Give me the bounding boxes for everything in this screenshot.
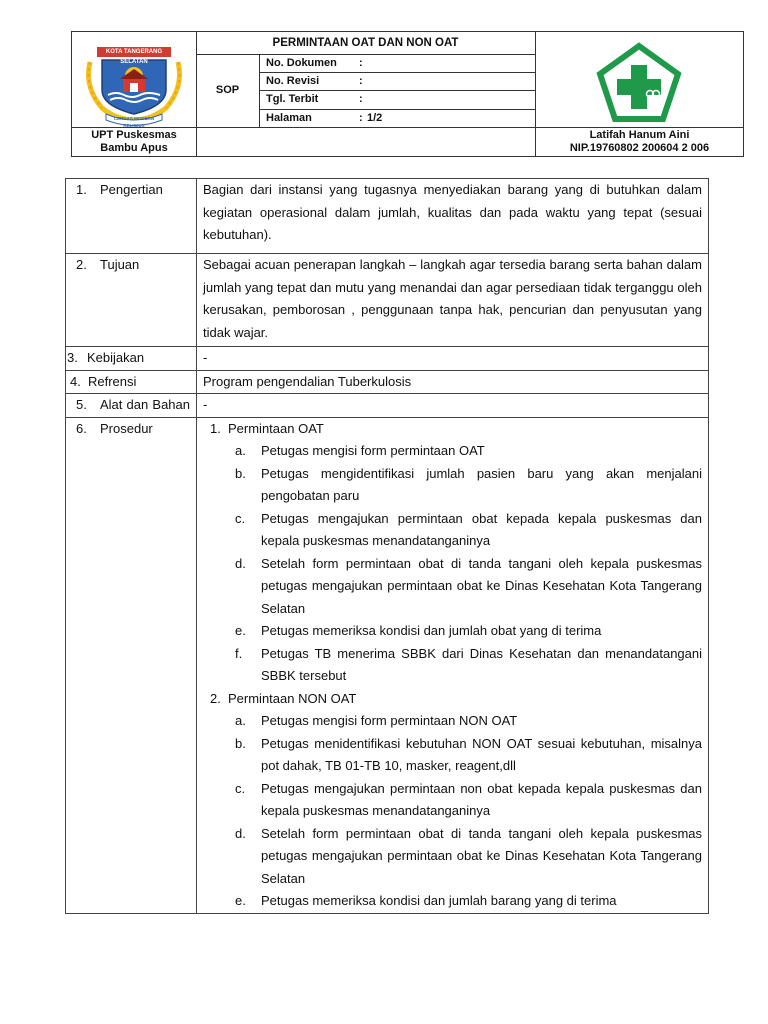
organization-name [72, 127, 196, 157]
document-title: PERMINTAAN OAT DAN NON OAT [272, 37, 459, 49]
procedure-step [203, 778, 702, 823]
procedure-step [203, 508, 702, 553]
row-pengertian [66, 179, 709, 254]
step-letter: a. [235, 713, 246, 728]
org-line-1: UPT Puskesmas [91, 129, 177, 141]
procedure-step [203, 733, 702, 778]
step-letter: e. [235, 623, 246, 638]
step-text: Petugas mengisi form permintaan NON OAT [261, 713, 518, 728]
meta-value: 1/2 [367, 112, 383, 124]
row-number: 3. [67, 350, 78, 365]
city-logo [72, 32, 196, 127]
section-title: Permintaan NON OAT [228, 690, 357, 706]
meta-key: No. Dokumen [266, 57, 337, 69]
procedure-step [203, 710, 702, 733]
row-label [66, 394, 197, 418]
procedure-step [203, 643, 702, 688]
step-letter: d. [235, 555, 246, 571]
row-content: Program pengendalian Tuberkulosis [197, 370, 709, 394]
step-text: Setelah form permintaan obat di tanda tangani oleh kepala puskesmas petugas mengajukan permintaan obat ke Dinas Kesehatan Kota Tangerang Selatan [261, 555, 702, 616]
step-text: Petugas mengajukan permintaan obat kepada kepala puskesmas dan kepala puskesmas menandatanganinya [261, 510, 702, 548]
row-content: Sebagai acuan penerapan langkah – langkah agar tersedia barang serta bahan dalam jumlah yang tepat dan mutu yang menandai dan agar persediaan tidak terganggu oleh kerusakan, pemborosan , penggunaan tanpa hak, pencurian dan penyusutan yang tidak wajar. [197, 254, 709, 347]
procedure-step [203, 890, 702, 913]
row-number: 4. [70, 373, 81, 389]
signer-nip: NIP.19760802 200604 2 006 [569, 142, 710, 154]
row-label-text: Tujuan [100, 257, 140, 272]
meta-key: No. Revisi [266, 75, 320, 87]
row-prosedur [66, 417, 709, 913]
step-text: Petugas memeriksa kondisi dan jumlah barang yang di terima [261, 893, 617, 908]
row-tujuan [66, 254, 709, 347]
step-text: Petugas TB menerima SBBK dari Dinas Kesehatan dan menandatangani SBBK tersebut [261, 645, 702, 683]
puskesmas-logo [535, 32, 744, 127]
row-label [66, 179, 197, 254]
procedure-step [203, 553, 702, 621]
row-number: 1. [76, 182, 87, 197]
row-number: 2. [76, 257, 87, 272]
procedure-section [203, 418, 702, 441]
section-title: Permintaan OAT [228, 420, 324, 436]
sop-header [71, 31, 744, 157]
meta-key: Tgl. Terbit [266, 93, 319, 105]
row-content: Bagian dari instansi yang tugasnya menyediakan barang yang di butuhkan dalam kegiatan operasional dalam jumlah, kualitas dan pada waktu yang tepat (sesuai kebutuhan). [197, 179, 709, 254]
step-letter: d. [235, 825, 246, 841]
logo-motto-text: CERDAS MODERN RELIGIUS [113, 116, 155, 128]
step-letter: a. [235, 443, 246, 458]
row-kebijakan [66, 347, 709, 371]
step-text: Petugas memeriksa kondisi dan jumlah obat yang di terima [261, 623, 602, 638]
row-content: - [197, 347, 709, 371]
procedure-step [203, 463, 702, 508]
procedure-step [203, 440, 702, 463]
puskesmas-emblem-icon [535, 32, 744, 127]
step-letter: c. [235, 510, 246, 526]
signer-block [535, 127, 744, 157]
meta-halaman [259, 109, 535, 127]
section-number: 2. [210, 690, 221, 706]
sop-content-table [65, 178, 709, 914]
step-text: Petugas menidentifikasi kebutuhan NON OAT sesuai kebutuhan, misalnya pot dahak, TB 01-TB 10, masker, reagent,dll [261, 735, 702, 773]
row-label-text: Alat dan Bahan [100, 397, 190, 412]
row-label [66, 370, 197, 394]
meta-key: Halaman [266, 112, 312, 124]
procedure-section [203, 688, 702, 711]
org-line-2: Bambu Apus [100, 142, 168, 154]
row-label [66, 254, 197, 347]
meta-no-revisi [259, 72, 535, 90]
row-label [66, 417, 197, 913]
row-number: 6. [76, 420, 87, 436]
step-text: Petugas mengajukan permintaan non obat kepada kepala puskesmas dan kepala puskesmas menandatanganinya [261, 780, 702, 818]
row-label-text: Kebijakan [87, 350, 145, 365]
row-label-text: Pengertian [100, 182, 163, 197]
row-label-text: Refrensi [88, 373, 137, 389]
row-alat-bahan [66, 394, 709, 418]
procedure-step [203, 823, 702, 891]
logo-banner-text: KOTA TANGERANG SELATAN [105, 49, 163, 65]
meta-sep: : [359, 75, 363, 87]
step-letter: c. [235, 780, 246, 796]
step-text: Petugas mengisi form permintaan OAT [261, 443, 485, 458]
row-number: 5. [76, 397, 87, 412]
row-label-text: Prosedur [100, 420, 153, 436]
meta-no-dokumen [259, 54, 535, 72]
meta-sep: : [359, 93, 363, 105]
row-content: - [197, 394, 709, 418]
meta-sep: : [359, 112, 363, 124]
row-label [66, 347, 197, 371]
meta-sep: : [359, 57, 363, 69]
signer-name: Latifah Hanum Aini [589, 129, 690, 141]
row-refrensi [66, 370, 709, 394]
step-text: Petugas mengidentifikasi jumlah pasien baru yang akan menjalani pengobatan paru [261, 465, 702, 503]
step-letter: e. [235, 893, 246, 908]
section-number: 1. [210, 420, 221, 436]
step-letter: f. [235, 645, 243, 661]
meta-tgl-terbit [259, 90, 535, 108]
step-letter: b. [235, 735, 246, 751]
sop-label: SOP [215, 84, 240, 96]
step-text: Setelah form permintaan obat di tanda tangani oleh kepala puskesmas petugas mengajukan permintaan obat ke Dinas Kesehatan Kota Tangerang Selatan [261, 825, 702, 886]
procedure-step [203, 620, 702, 643]
procedure-content [197, 417, 709, 913]
step-letter: b. [235, 465, 246, 481]
